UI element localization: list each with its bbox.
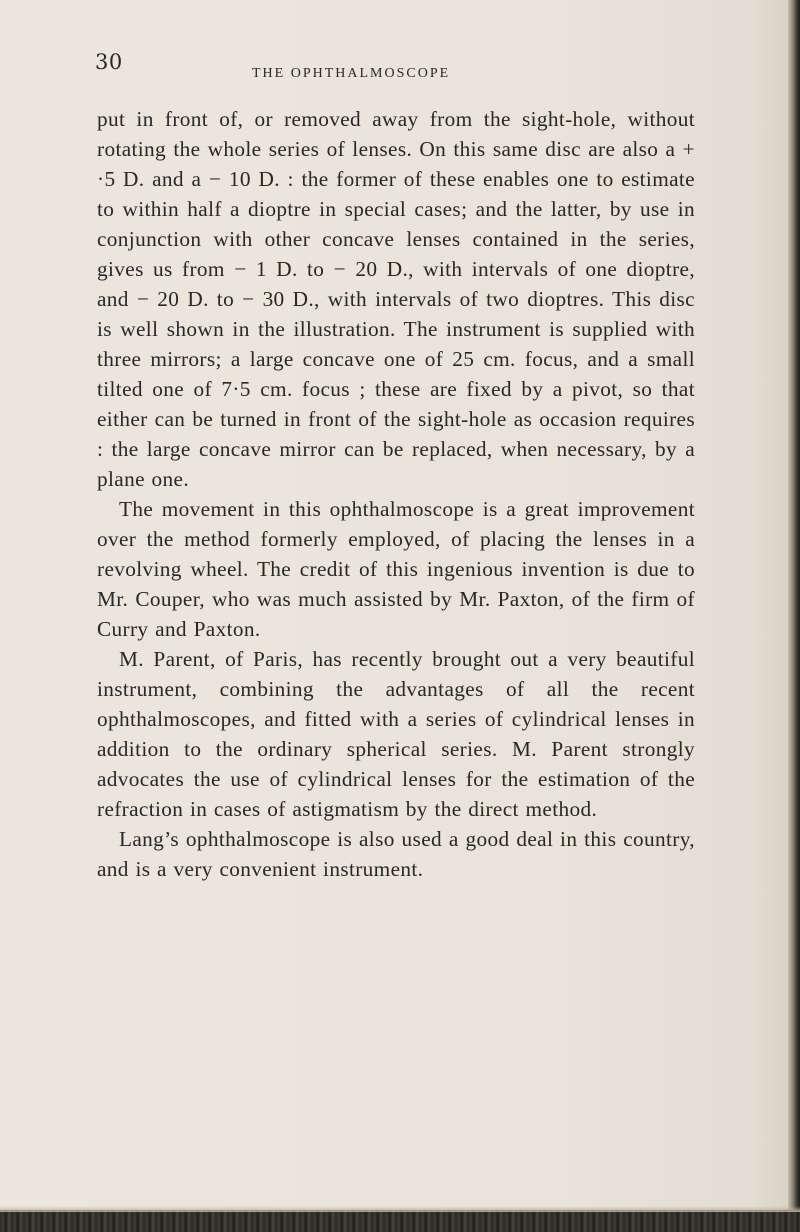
book-bottom-edge [0,1210,800,1232]
paragraph: put in front of, or removed away from the sight-hole, without rotating the whole series of lenses. On this same disc are also a + ·5 D. and a − 10 D. : the former of these enables one to estimate to within half a dioptre in special cases; and the latter, by use in conjunction with other concave lenses contained in the series, gives us from − 1 D. to − 20 D., with intervals of one dioptre, and − 20 D. to − 30 D., with intervals of two dioptres. This disc is well shown in the illustration. The instrument is supplied with three mirrors; a large concave one of 25 cm. focus, and a small tilted one of 7·5 cm. focus ; these are fixed by a pivot, so that either can be turned in front of the sight-hole as occasion requires : the large concave mirror can be replaced, when necessary, by a plane one. [97,107,695,491]
page-number: 30 [95,50,123,74]
paragraph: Lang’s ophthalmoscope is also used a good deal in this country, and is a very convenient instrument. [97,827,695,881]
body-text [97,104,695,884]
running-head: THE OPHTHALMOSCOPE [252,66,451,81]
paragraph: The movement in this ophthalmoscope is a great improvement over the method formerly employed, of placing the lenses in a revolving wheel. The credit of this ingenious invention is due to Mr. Couper, who was much assisted by Mr. Paxton, of the firm of Curry and Paxton. [97,497,695,641]
page-edge-shadow [788,0,800,1232]
paragraph: M. Parent, of Paris, has recently brought out a very beautiful instrument, combining the advantages of all the recent ophthalmoscopes, and fitted with a series of cylindrical lenses in addition to the ordinary spherical series. M. Parent strongly advocates the use of cylindrical lenses for the estimation of the refraction in cases of astigmatism by the direct method. [97,647,695,821]
